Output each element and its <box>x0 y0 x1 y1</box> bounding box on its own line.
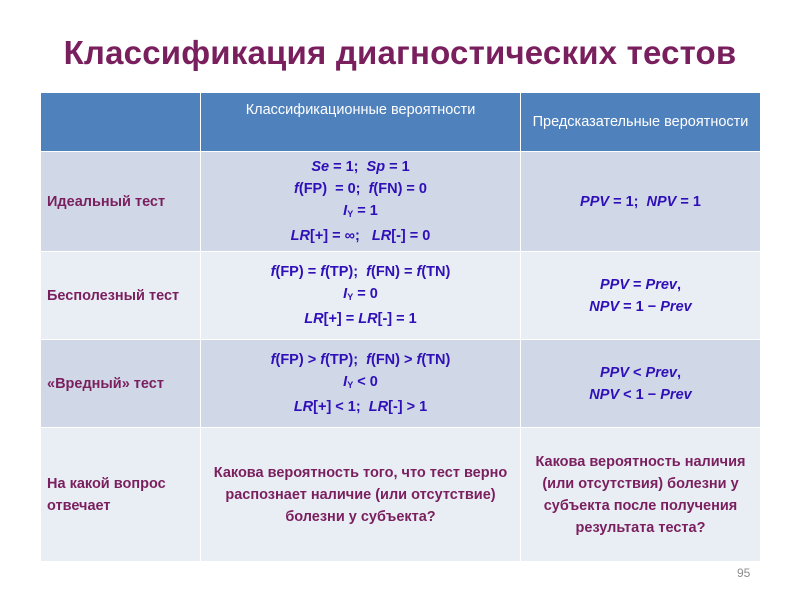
useless-classification-cell <box>201 252 521 340</box>
useless-iy: $I_Y = 0$ <box>343 286 378 302</box>
header-classification: Классификационные вероятности <box>201 93 521 152</box>
row-label-useless: Бесполезный тест <box>41 252 201 340</box>
slide-title: Классификация диагностических тестов <box>63 34 737 71</box>
question-classification-cell: Какова вероятность того, что тест верно распознает наличие (или отсутствие) болезни у субъекта? <box>201 428 521 562</box>
page-number: 95 <box>737 566 751 580</box>
question-predictive-cell: Какова вероятность наличия (или отсутствия) болезни у субъекта после получения результата теста? <box>521 428 761 562</box>
ideal-classification-cell <box>201 152 521 252</box>
harmful-lr: LR[+] < 1; LR[-] > 1 <box>293 399 428 415</box>
classification-table <box>40 92 761 562</box>
useless-ppv: PPV = Prev, <box>599 276 682 293</box>
ideal-iy: $I_Y = 1$ <box>343 203 378 219</box>
useless-lr: LR[+] = LR[-] = 1 <box>304 311 417 327</box>
row-label-question: На какой вопрос отвечает <box>41 428 201 562</box>
header-empty-cell <box>41 93 201 152</box>
table-row <box>41 252 761 340</box>
harmful-fp-fn: f(FP) > f(TP); f(FN) > f(TN) <box>270 352 451 368</box>
ideal-lr: LR[+] = ∞; LR[-] = 0 <box>290 228 431 244</box>
ideal-ppv-npv: PPV = 1; NPV = 1 <box>580 193 701 210</box>
harmful-iy: $I_Y < 0$ <box>343 374 378 390</box>
useless-fp-fn: f(FP) = f(TP); f(FN) = f(TN) <box>270 264 451 280</box>
header-predictive: Предсказательные вероятности <box>521 93 761 152</box>
harmful-classification-cell <box>201 340 521 428</box>
useless-predictive-cell <box>521 252 761 340</box>
harmful-predictive-cell <box>521 340 761 428</box>
ideal-fp-fn: f(FP) = 0; f(FN) = 0 <box>294 181 427 197</box>
harmful-npv: NPV < 1 − Prev <box>589 386 692 403</box>
table-row <box>41 340 761 428</box>
row-label-harmful: «Вредный» тест <box>41 340 201 428</box>
harmful-ppv: PPV < Prev, <box>599 364 682 381</box>
ideal-se-sp: Se = 1; Sp = 1 <box>311 159 410 175</box>
row-label-ideal: Идеальный тест <box>41 152 201 252</box>
useless-npv: NPV = 1 − Prev <box>589 298 692 315</box>
table-header-row <box>41 93 761 152</box>
table-row <box>41 152 761 252</box>
ideal-predictive-cell <box>521 152 761 252</box>
table-row <box>41 428 761 562</box>
